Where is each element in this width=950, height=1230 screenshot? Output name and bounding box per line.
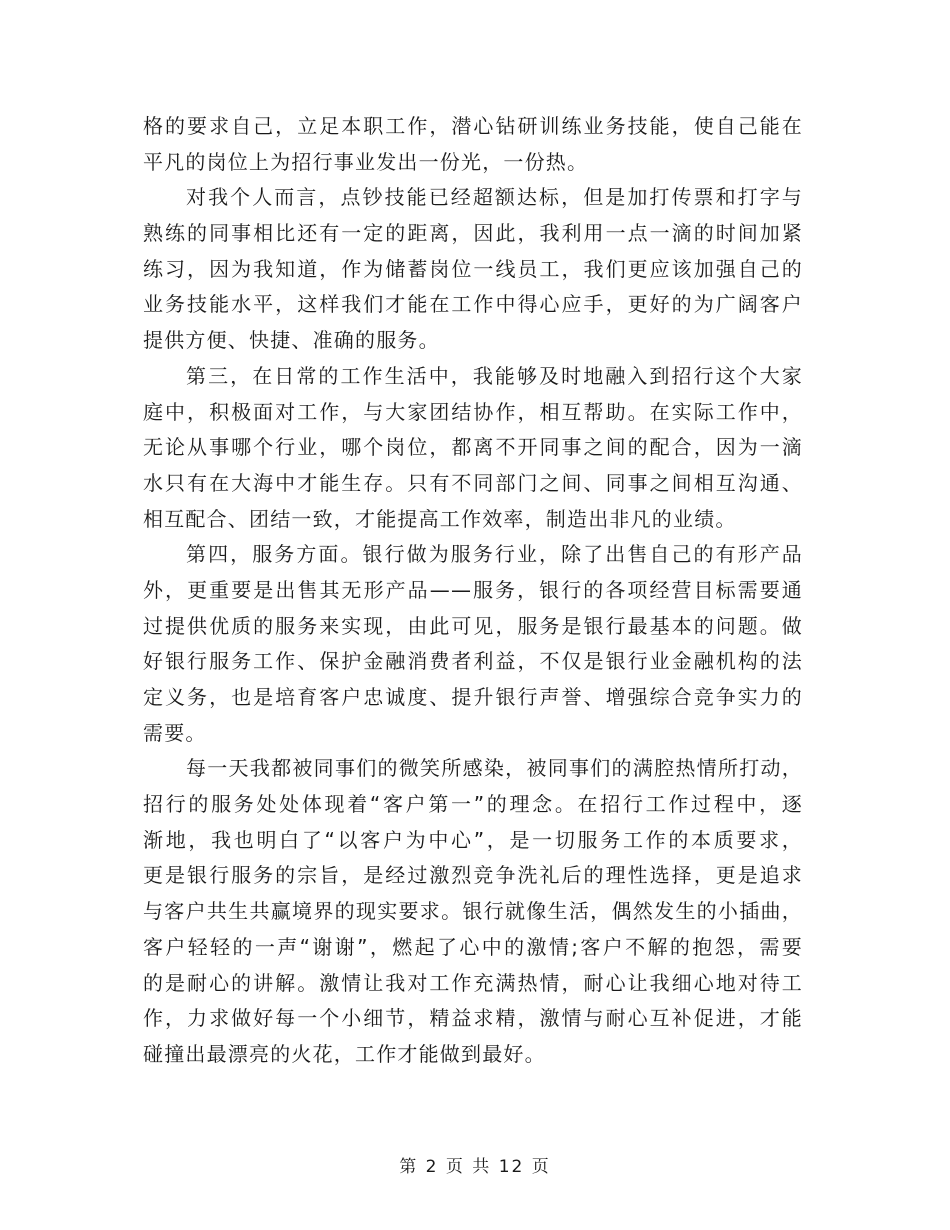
page-footer (0, 1152, 950, 1177)
footer-suffix: 页 (531, 1157, 551, 1177)
paragraph (143, 180, 803, 358)
text-line: 过提供优质的服务来实现，由此可见，服务是银行最基本的问题。做 (143, 613, 803, 638)
text-line: 庭中，积极面对工作，与大家团结协作，相互帮助。在实际工作中， (143, 399, 803, 424)
text-line: 熟练的同事相比还有一定的距离，因此，我利用一点一滴的时间加紧 (143, 221, 803, 246)
text-line: 更是银行服务的宗旨，是经过激烈竞争洗礼后的理性选择，更是追求 (143, 863, 803, 888)
text-line: 好银行服务工作、保护金融消费者利益，不仅是银行业金融机构的法 (143, 649, 803, 674)
paragraph (143, 109, 803, 180)
text-line: 平凡的岗位上为招行事业发出一份光，一份热。 (143, 149, 589, 174)
text-line: 定义务，也是培育客户忠诚度、提升银行声誉、增强综合竞争实力的 (143, 685, 803, 709)
text-line: 与客户共生共赢境界的现实要求。银行就像生活，偶然发生的小插曲， (143, 899, 803, 924)
text-line: 第三，在日常的工作生活中，我能够及时地融入到招行这个大家 (186, 363, 803, 388)
text-line: 渐地，我也明白了“以客户为中心”，是一切服务工作的本质要求， (143, 827, 803, 852)
text-line: 第四，服务方面。银行做为服务行业，除了出售自己的有形产品 (186, 542, 803, 567)
footer-middle: 页 共 (445, 1157, 492, 1177)
body-text (143, 109, 803, 1073)
text-line: 提供方便、快捷、准确的服务。 (143, 328, 440, 353)
paragraph (143, 359, 803, 537)
text-line: 的是耐心的讲解。激情让我对工作充满热情，耐心让我细心地对待工 (143, 970, 803, 995)
footer-prefix: 第 (399, 1157, 419, 1177)
paragraph (143, 537, 803, 751)
text-line: 每一天我都被同事们的微笑所感染，被同事们的满腔热情所打动， (186, 756, 803, 781)
text-line: 碰撞出最漂亮的火花，工作才能做到最好。 (143, 1041, 546, 1066)
text-line: 练习，因为我知道，作为储蓄岗位一线员工，我们更应该加强自己的 (143, 256, 803, 281)
text-line: 外，更重要是出售其无形产品——服务，银行的各项经营目标需要通 (143, 577, 803, 602)
text-line: 需要。 (143, 720, 207, 745)
text-line: 作，力求做好每一个小细节，精益求精，激情与耐心互补促进，才能 (143, 1006, 803, 1031)
text-line: 业务技能水平，这样我们才能在工作中得心应手，更好的为广阔客户 (143, 292, 803, 317)
footer-total-pages: 12 (498, 1157, 525, 1177)
text-line: 无论从事哪个行业，哪个岗位，都离不开同事之间的配合，因为一滴 (143, 435, 803, 460)
text-line: 招行的服务处处体现着“客户第一”的理念。在招行工作过程中，逐 (143, 792, 803, 817)
text-line: 客户轻轻的一声“谢谢”，燃起了心中的激情;客户不解的抱怨，需要 (143, 934, 803, 959)
text-line: 相互配合、团结一致，才能提高工作效率，制造出非凡的业绩。 (143, 506, 737, 531)
paragraph (143, 751, 803, 1072)
text-line: 格的要求自己，立足本职工作，潜心钻研训练业务技能，使自己能在 (143, 114, 803, 138)
text-line: 水只有在大海中才能生存。只有不同部门之间、同事之间相互沟通、 (143, 470, 803, 495)
text-line: 对我个人而言，点钞技能已经超额达标，但是加打传票和打字与 (186, 185, 803, 210)
footer-page-number: 2 (425, 1157, 439, 1177)
